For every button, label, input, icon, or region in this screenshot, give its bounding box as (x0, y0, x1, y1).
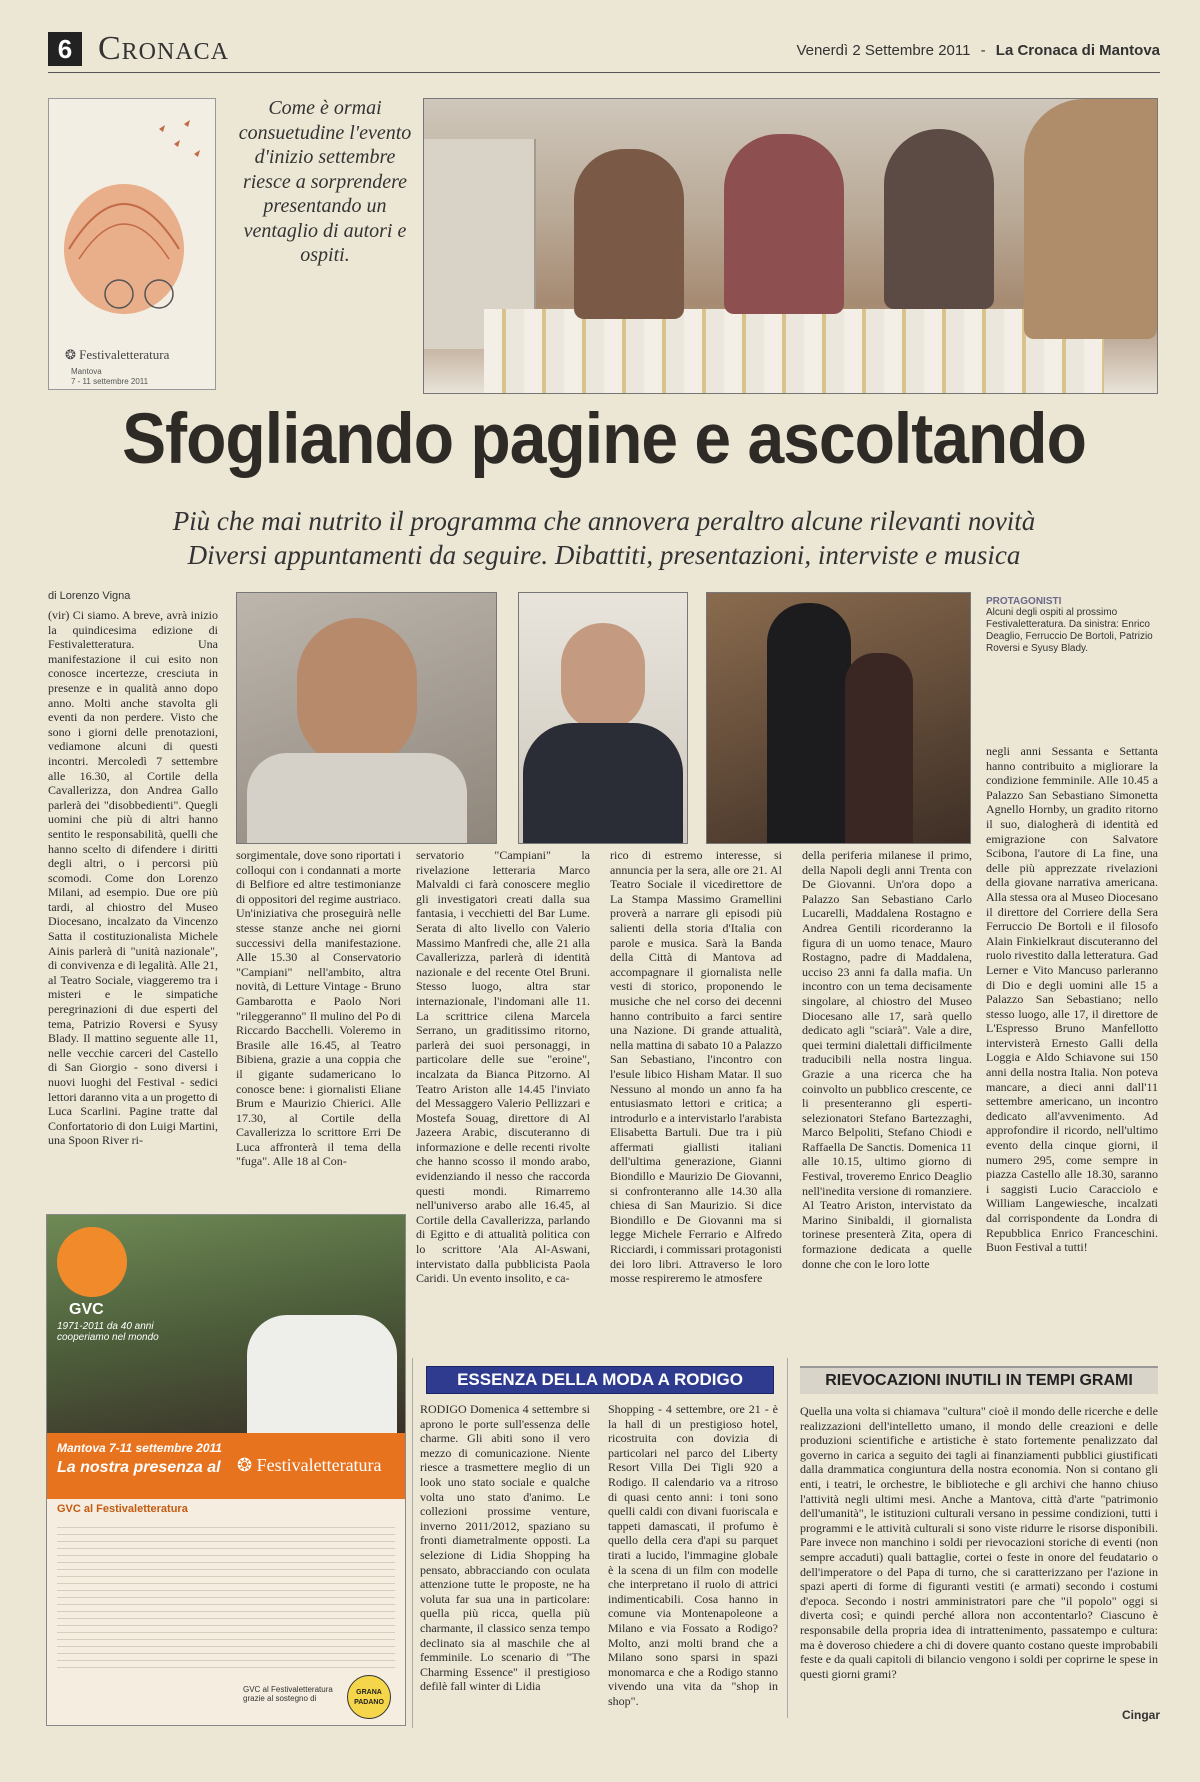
photo-roversi-blady (706, 592, 971, 844)
photo-books (484, 309, 1104, 393)
portrait-head (297, 618, 417, 768)
photo-enrico-deaglio (236, 592, 497, 844)
poster-dates: 7 - 11 settembre 2011 (71, 377, 149, 386)
column-rule (412, 1358, 413, 1728)
article-column-1: (vir) Ci siamo. A breve, avrà inizio la quindicesima edizione di Festivaletteratura. Una manifestazione il cui esito non conosce incertezze, cresciuta in presenze e in qualità anno dopo anno. Molti anche stavolta gli eventi da non perdere. Visto che sono i giorni delle prenotazioni, vediamone alcuni di questi incontri. Mercoledì 7 settembre alle 16.30, al Cortile della Cavallerizza, don Andrea Gallo parlerà dei "disobbedienti". Quegli uomini che più di altri hanno sentito le responsabilità, quelli che hanno scelto di difendere i diritti degli altri, o i percorsi più scomodi. Come don Lorenzo Milani, ad esempio. Due ore più tardi, al chiostro del Museo Diocesano, incalzato da Vincenzo Satta il costituzionalista Michele Ainis parlerà di "unità nazionale", di convivenza e di legalità. Alle 21, al Teatro Sociale, viaggeremo tra i misteri e le simpatiche peregrinazioni di due esperti del tema, Patrizio Roversi e Syusy Blady. Il mattino seguente alle 11, nelle vecchie carceri del Castello di San Giorgio - sono diversi i nuovi luoghi del Festival - sedici lettori daranno vita a un progetto di Luca Scarlini. Pagine tratte dal Confortatorio di don Luigi Martini, una Spoon River ri- (48, 608, 218, 1148)
rievocazioni-title: RIEVOCAZIONI INUTILI IN TEMPI GRAMI (800, 1366, 1158, 1394)
rievocazioni-text: Quella una volta si chiamava "cultura" cioè il mondo delle ricerche e delle realizzazioni dell'intelletto umano, il mondo delle creazioni e delle produzioni scientifiche e artistiche è stato fortemente penalizzato dal governo in carica a seguito dei tagli ai finanziamenti pubblici giustificati dalla drammatica congiuntura della nostra economia. Non si contano gli enti, i teatri, le orchestre, le biblioteche e gli archivi che hanno chiuso l'attività negli ultimi mesi. Anche a Mantova, città d'arte "patrimonio dell'umanità", le istituzioni culturali versano in pessime condizioni, tutti i programmi e le attività culturali si sono viste ridurre le risorse disponibili. Pare invece non manchino i soldi per rievocazioni storiche di eventi (non sempre accaduti) quali battaglie, cortei o feste in onore del feudatario o dell'imperatore o del Papa di turno, che si caratterizzano per l'azione in spazi aperti di forme di figuranti vestiti (e armati) secondo i costumi d'epoca. Secondo i nostri amministratori pare che "il popolo" oggi si diverta così; e quindi perché allora non accontentarlo? Ciascuno è responsabile della propria idea di intrattenimento, passatempo e cultura: ma è doveroso chiedere a chi di dovere quanto costano queste improbabili feste e da quali capitoli di bilancio vengono i soldi per coprirne le spese in questi giorni grami? (800, 1404, 1158, 1681)
header-rule (48, 72, 1160, 73)
header-publication: La Cronaca di Mantova (995, 42, 1160, 59)
photo-person (1024, 99, 1157, 339)
headline: Sfogliando pagine e ascoltando (122, 398, 1086, 478)
poster-logo-icon: ❂ (65, 347, 80, 362)
ad-schedule (57, 1521, 395, 1671)
article-column-3: servatorio "Campiani" la rivelazione letteraria Marco Malvaldi ci farà conoscere meglio gli investigatori creati dalla sua fantasia, i vecchietti del Bar Lume. Serata di alto livello con Valerio Massimo Manfredi che, alle 21 alla Cavallerizza, parlerà di identità nazionale e del recente Otel Bruni. Stesso luogo, altra star internazionale, l'indomani alle 11. La scrittrice cilena Marcela Serrano, un graditissimo ritorno, parlerà dei suoi personaggi, in particolare delle sue "eroine", incalzata da Bianca Pitzorno. Al Teatro Ariston alle 14.45 l'inviato del Messaggero Valerio Pellizzari e Mostefa Souag, direttore di Al Jazeera Arabic, discuteranno di informazione e delle recenti rivolte che hanno scosso il mondo arabo, evidenziando il nesso che raccorda questi mondi. Rimarremo nell'universo arabo alle 16.45, al Cortile della Cavallerizza, parlando di Egitto e di attualità politica con lo scrittore 'Ala Al-Aswani, intervistato dalla pubblicista Paola Caridi. Un evento insolito, e ca- (416, 848, 590, 1286)
ad-sponsor-note: GVC al Festivaletteratura grazie al sostegno di (243, 1685, 333, 1703)
portrait-body (247, 753, 467, 843)
moda-section (420, 1352, 778, 1732)
article-column-6: negli anni Sessanta e Settanta hanno contribuito a migliorare la condizione femminile. Alle 10.45 a Palazzo San Sebastiano Simonetta Agnello Hornby, un gradito ritorno il suo, dialogherà di identità ed emigrazione con Salvatore Scibona, l'autore di La fine, una delle più apprezzate rivelazioni della giovane narrativa americana. Alla stessa ora al Museo Diocesano il direttore del Corriere della Sera Ferruccio De Bortoli e il filosofo Alain Finkielkraut discuteranno del ruolo rivestito dalla letteratura. Gad Lerner e Vito Mancuso parleranno di Dio e degli uomini alle 15 a Palazzo San Sebastiano; nello stesso luogo, alle 17, il direttore de L'Espresso Bruno Manfellotto intervisterà Ernesto Galli della Loggia e Aldo Schiavone sui 150 anni della nostra Italia. Non poteva mancare, a dieci anni dall'11 settembre americano, un incontro dedicato all'avvenimento. Ad approfondire il ricordo, nell'ultimo evento della cinque giorni, il numero 295, come sempre in piazza Castello alle 18.30, saranno i saggisti Lucio Caracciolo e William Langewiesche, incalzati dal corrispondente da Londra di Repubblica Enrico Franceschini. Buon Festival a tutti! (986, 744, 1158, 1255)
photo-ferruccio-de-bortoli (518, 592, 688, 844)
header-date: Venerdì 2 Settembre 2011 (796, 42, 971, 59)
byline-author: Lorenzo Vigna (59, 590, 131, 602)
photo-person (574, 149, 684, 319)
rievocazioni-section (800, 1352, 1160, 1732)
ad-festival (237, 1455, 382, 1476)
byline-prefix: di (48, 590, 57, 602)
gvc-advert (46, 1214, 406, 1726)
poster-city: Mantova (71, 367, 102, 376)
header-meta (796, 42, 1160, 59)
photo-person (884, 129, 994, 309)
ad-festival-text: Festivaletteratura (256, 1455, 382, 1475)
subhead (48, 504, 1160, 572)
header-separator: - (980, 42, 986, 59)
poster-illustration (49, 99, 215, 329)
ad-when: Mantova 7-11 settembre 2011 (57, 1441, 222, 1455)
portrait-man (767, 603, 851, 843)
portrait-head (561, 623, 645, 731)
moda-title: ESSENZA DELLA MODA A RODIGO (426, 1366, 774, 1394)
caption-text: Alcuni degli ospiti al prossimo Festivaletteratura. Da sinistra: Enrico Deaglio, Ferruccio De Bortoli, Patrizio Roversi e Syusy Blady. (986, 607, 1153, 654)
photo-person (724, 134, 844, 314)
ad-logo (57, 1227, 127, 1297)
byline (48, 590, 130, 602)
article-column-5: della periferia milanese il primo, della Napoli degli anni Trenta con De Giovanni. Un'ora dopo a Palazzo San Sebastiano Carlo Lucarelli, Maddalena Rostagno e Andrea Gentili ricorderanno la figura di un uomo tenace, Mauro Rostagno, padre di Maddalena, ucciso 23 anni fa dalla mafia. Un incontro con un tema decisamente singolare, al chiostro del Museo Diocesano alle 17, sarà quello dedicato agli "sciarà". Vale a dire, quei termini dialettali difficilmente traducibili nella nostra lingua. Grazie a una ricerca che ha coinvolto un pubblico crescente, ce li presenteranno gli esperti-selezionatori Stefano Bartezzaghi, Marco Belpoliti, Stefano Chiodi e Raffaella De Sanctis. Domenica 11 alle 10.15, ultimo giorno di Festival, troveremo Enrico Deaglio nell'inedita versione di romanziere. Al Teatro Ariston, intervistato da Marino Sinibaldi, il giornalista torinese presenterà Zita, opera di formazione dedicata a quelle donne che con le loro lotte (802, 848, 972, 1271)
moda-column-1: RODIGO Domenica 4 settembre si aprono le porte sull'essenza delle charme. Gli abiti sono il vero mezzo di comunicazione. Niente riesce a trasmettere meglio di un look uno stato sociale e qualche volta uno stato d'animo. Le collezioni prossime venture, inverno 2011/2012, spaziano su fronti diametralmente opposti. La selezione di Lidia Shopping ha pensato, abbracciando con oculata attenzione tutte le proposte, ne ha voluta far sua una in particolare: quella più ricca, quella più charmante, il classico senza tempo declinato sia al maschile che al femminile. Lo scenario di "The Charming Essence" il prestigioso defilè fall winter di Lidia (420, 1402, 590, 1694)
bookstall-photo (423, 98, 1158, 394)
caption-label: PROTAGONISTI (986, 596, 1062, 607)
section-title: Cronaca (98, 30, 230, 67)
subhead-line-1: Più che mai nutrito il programma che annovera peraltro alcune rilevanti novità (172, 506, 1036, 536)
poster-brand-text: Festivaletteratura (79, 347, 170, 362)
portrait-body (523, 723, 683, 843)
ad-org: GVC (69, 1301, 104, 1318)
article-column-4: rico di estremo interesse, si annuncia per la sera, alle ore 21. Al Teatro Sociale il vicedirettore de La Stampa Massimo Gramellini proverà a narrare gli episodi più salienti della storia d'Italia con parole e musica. Sarà la Banda della Città di Mantova ad accompagnare il giornalista nelle vesti di storico, proponendo le musiche che nel corso dei decenni hanno contribuito a farci sentire una Nazione. Di grande attualità, nella mattina di sabato 10 a Palazzo San Sebastiano, l'incontro con l'esule libico Hisham Matar. Il suo Nessuno al mondo un anno fa ha entusiasmato lettori e critica; a introdurlo e a intervistarlo l'arabista Elisabetta Bartuli. Due tra i più affermati giallisti italiani dell'ultima generazione, Gianni Biondillo e Maurizio De Giovanni, si confronteranno alle 14.30 alla chiesa di San Maurizio. Si dice Biondillo e De Giovanni ma si legge Michele Ferrario e Alfredo Ricciardi, i commissari protagonisti dei loro libri. Attraverso le loro mosse respireremo le atmosfere (610, 848, 782, 1286)
pull-quote: Come è ormai consuetudine l'evento d'inizio settembre riesce a sorprendere presentando un ventaglio di autori e ospiti. (238, 97, 412, 266)
ad-festival-icon: ❂ (237, 1455, 257, 1475)
festival-poster (48, 98, 216, 390)
poster-brand (65, 347, 169, 363)
portrait-woman (845, 653, 913, 843)
column-rule (787, 1358, 788, 1718)
moda-column-2: Shopping - 4 settembre, ore 21 - è la hall di un prestigioso hotel, ricostruita con dovizia di particolari nel parco del Liberty Resort Villa Dei Tigli 920 a Rodigo. Il calendario va a ritroso di quasi cento anni: i toni sono quelli caldi con divani fuoriscala e tappeti damascati, il profumo è quello della cera d'api su parquet tirati a lucido, l'immagine globale è la scena di un film con modelle che interpretano il ruolo di attrici indimenticabili. Cosa hanno in comune via Montenapoleone a Milano e via Fossato a Rodigo? Molto, anzi molti brand che a Milano sono sparsi in spazi monomarca e che a Rodigo stanno vivendo una vita da "shop in shop". (608, 1402, 778, 1708)
rievocazioni-signature: Cingar (1121, 1708, 1160, 1722)
article-column-2: sorgimentale, dove sono riportati i colloqui con i condannati a morte di Belfiore ed altre testimonianze di oppositori del regime austriaco. Un'iniziativa che proseguirà nelle stesse stanze anche nei giorni successivi della manifestazione. Alle 15.30 al Conservatorio "Campiani" nell'ambito, altra novità, di Letture Vintage - Bruno Gambarotta e Paolo Nori "rileggeranno" Il mulino del Po di Riccardo Bacchelli. Voleremo in Brasile alle 16.45, al Teatro Bibiena, grazie a una coppia che il gigante sudamericano lo conosce bene: i giornalisti Eliane Brum e Maurizio Chierici. Alle 17.30, al Cortile della Cavallerizza lo scrittore Erri De Luca affronterà il tema della "fuga". Alle 18 al Con- (236, 848, 401, 1169)
page-header (48, 32, 1160, 68)
photo-caption (986, 596, 1158, 655)
subhead-line-2: Diversi appuntamenti da seguire. Dibattiti, presentazioni, interviste e musica (187, 540, 1021, 570)
ad-person-shirt (247, 1315, 397, 1433)
page-number: 6 (48, 32, 82, 66)
ad-tagline: 1971-2011 da 40 anni cooperiamo nel mondo (57, 1321, 159, 1343)
ad-sponsor: GRANA PADANO (347, 1675, 391, 1719)
ad-band-title: GVC al Festivaletteratura (57, 1503, 188, 1515)
ad-presence: La nostra presenza al (57, 1459, 221, 1476)
